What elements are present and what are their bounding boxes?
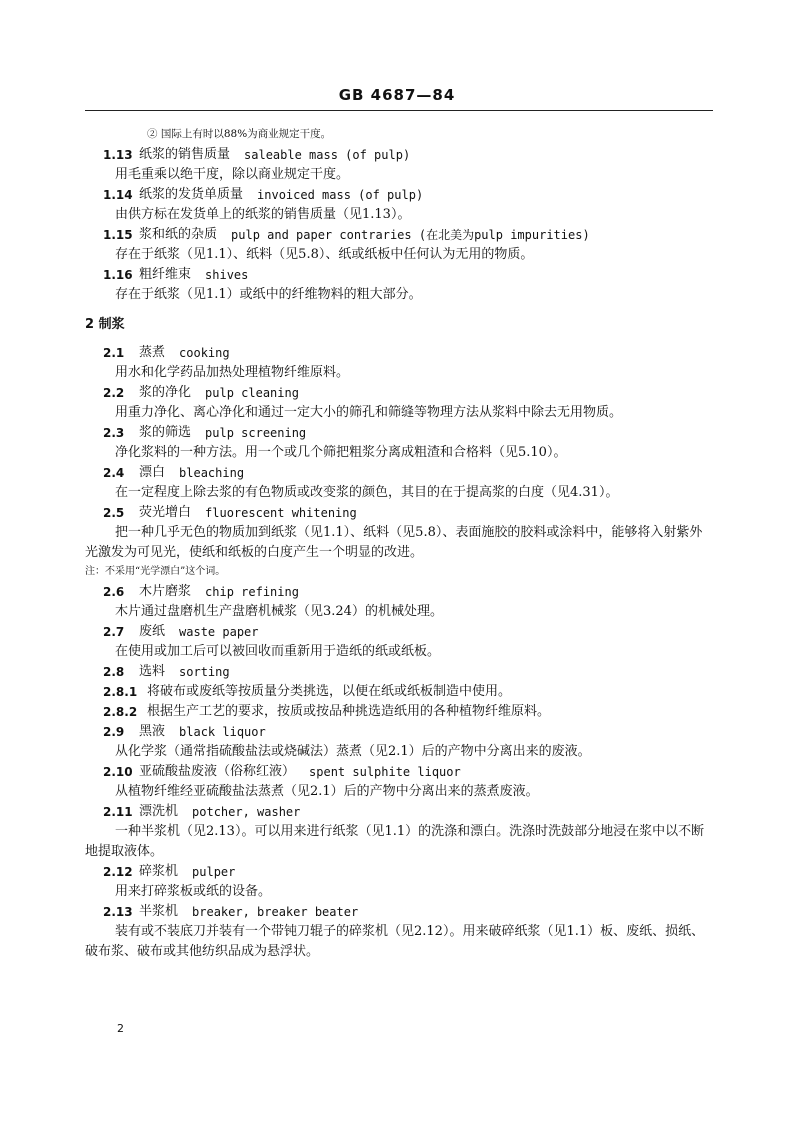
term-definition: 在一定程度上除去浆的有色物质或改变浆的颜色，其目的在于提高浆的白度（见4.31）。 [115, 485, 619, 500]
page-number: 2 [117, 1022, 124, 1035]
term-line [85, 265, 713, 285]
term-english: sorting [179, 665, 230, 679]
term-chinese: 浆的筛选 [139, 425, 192, 440]
term-line [85, 722, 713, 742]
term-chinese: 选料 [139, 664, 166, 679]
term-line [85, 185, 713, 205]
term-line [85, 145, 713, 165]
page-content [85, 126, 713, 962]
term-chinese: 漂白 [139, 465, 166, 480]
term-definition: 从化学浆（通常指硫酸盐法或烧碱法）蒸煮（见2.1）后的产物中分离出来的废液。 [115, 744, 591, 759]
term-number: 2.12 [103, 865, 133, 879]
term-definition: 在使用或加工后可以被回收而重新用于造纸的纸或纸板。 [115, 644, 441, 659]
term-line [85, 902, 713, 922]
term-line [85, 662, 713, 682]
term-number: 2.8 [103, 665, 125, 679]
term-line [85, 802, 713, 822]
term-line [85, 383, 713, 403]
term-english: shives [205, 268, 249, 282]
term-entry [85, 343, 713, 383]
term-entry [85, 265, 713, 305]
term-definition: 存在于纸浆（见1.1）、纸料（见5.8）、纸或纸板中任何认为无用的物质。 [115, 247, 534, 262]
term-list-section-1 [85, 145, 713, 305]
term-number: 2.1 [103, 346, 125, 360]
term-definition: 木片通过盘磨机生产盘磨机械浆（见3.24）的机械处理。 [115, 604, 443, 619]
term-entry [85, 503, 713, 580]
subterm-number: 2.8.1 [103, 685, 138, 699]
term-number: 2.13 [103, 905, 133, 919]
standard-code: GB 4687—84 [338, 86, 456, 104]
subterm-line [85, 702, 713, 722]
term-number: 2.6 [103, 585, 125, 599]
term-number: 2.5 [103, 506, 125, 520]
term-chinese: 亚硫酸盐废液（俗称红液） [139, 764, 296, 779]
term-entry [85, 582, 713, 622]
term-chinese: 浆和纸的杂质 [139, 227, 218, 242]
term-definition: 用重力净化、离心净化和通过一定大小的筛孔和筛缝等物理方法从浆料中除去无用物质。 [115, 405, 623, 420]
term-chinese: 废纸 [139, 624, 166, 639]
term-line [85, 582, 713, 602]
term-number: 1.16 [103, 268, 133, 282]
term-chinese: 半浆机 [139, 904, 179, 919]
term-list-section-2c [85, 722, 713, 802]
term-entry [85, 802, 713, 862]
term-english: fluorescent whitening [205, 506, 357, 520]
term-definition: 从植物纤维经亚硫酸盐法蒸煮（见2.1）后的产物中分离出来的蒸煮废液。 [115, 784, 539, 799]
term-number: 1.14 [103, 188, 133, 202]
term-english: spent sulphite liquor [309, 765, 461, 779]
term-english: potcher, washer [192, 805, 301, 819]
term-chinese: 木片磨浆 [139, 584, 192, 599]
term-english: black liquor [179, 725, 266, 739]
term-entry [85, 383, 713, 423]
term-list-section-2b [85, 582, 713, 682]
term-definition: 把一种几乎无色的物质加到纸浆（见1.1）、纸料（见5.8）、表面施胶的胶料或涂料中，能够将入射紫外光激发为可见光，使纸和纸板的白度产生一个明显的改进。 [85, 525, 703, 560]
term-number: 2.4 [103, 466, 125, 480]
term-english: chip refining [205, 585, 299, 599]
term-number: 2.11 [103, 805, 133, 819]
term-line [85, 762, 713, 782]
term-line [85, 343, 713, 363]
term-entry [85, 622, 713, 662]
term-chinese: 蒸煮 [139, 345, 166, 360]
term-chinese: 粗纤维束 [139, 267, 192, 282]
term-number: 2.7 [103, 625, 125, 639]
term-chinese: 漂洗机 [139, 804, 179, 819]
term-entry [85, 762, 713, 802]
term-definition: 一种半浆机（见2.13）。可以用来进行纸浆（见1.1）的洗涤和漂白。洗涤时洗鼓部分地浸在浆中以不断地提取液体。 [85, 824, 705, 859]
term-entry [85, 185, 713, 225]
subterm-number: 2.8.2 [103, 705, 138, 719]
term-line [85, 463, 713, 483]
term-english: bleaching [179, 466, 245, 480]
term-definition: 用来打碎浆板或纸的设备。 [115, 884, 272, 899]
term-english: saleable mass (of pulp) [244, 148, 411, 162]
term-number: 2.2 [103, 386, 125, 400]
term-line [85, 862, 713, 882]
term-definition: 净化浆料的一种方法。用一个或几个筛把粗浆分离成粗渣和合格料（见5.10）。 [115, 445, 567, 460]
term-chinese: 纸浆的销售质量 [139, 147, 231, 162]
term-number: 2.3 [103, 426, 125, 440]
term-entry [85, 862, 713, 902]
term-entry [85, 722, 713, 762]
section-heading: 2 制浆 [85, 317, 125, 332]
term-definition: 存在于纸浆（见1.1）或纸中的纤维物料的粗大部分。 [115, 287, 422, 302]
term-definition: 用毛重乘以绝干度，除以商业规定干度。 [115, 167, 350, 182]
term-english: pulp and paper contraries (在北美为pulp impurities) [231, 228, 590, 242]
term-english: pulp cleaning [205, 386, 299, 400]
term-line [85, 622, 713, 642]
subterm-line [85, 682, 713, 702]
term-definition: 用水和化学药品加热处理植物纤维原料。 [115, 365, 350, 380]
term-chinese: 荧光增白 [139, 505, 192, 520]
term-definition: 装有或不装底刀并装有一个带钝刀辊子的碎浆机（见2.12）。用来破碎纸浆（见1.1）板、废纸、损纸、破布浆、破布或其他纺织品成为悬浮状。 [85, 924, 705, 959]
term-list-section-2a [85, 343, 713, 503]
term-number: 1.15 [103, 228, 133, 242]
term-english: pulper [192, 865, 236, 879]
term-line [85, 503, 713, 523]
term-entry [85, 225, 713, 265]
term-entry [85, 662, 713, 682]
term-entry [85, 902, 713, 962]
term-line [85, 423, 713, 443]
term-line [85, 225, 713, 245]
term-english: pulp screening [205, 426, 307, 440]
term-number: 2.10 [103, 765, 133, 779]
term-note: 注：不采用“光学漂白”这个词。 [85, 566, 226, 577]
term-number: 2.9 [103, 725, 125, 739]
term-chinese: 碎浆机 [139, 864, 179, 879]
term-number: 1.13 [103, 148, 133, 162]
term-english: breaker, breaker beater [192, 905, 359, 919]
term-entry [85, 463, 713, 503]
subterm-text: 将破布或废纸等按质量分类挑选，以便在纸或纸板制造中使用。 [147, 684, 512, 699]
term-chinese: 纸浆的发货单质量 [139, 187, 244, 202]
term-entry [85, 423, 713, 463]
footnote: ② 国际上有时以88%为商业规定干度。 [147, 128, 332, 140]
subterm-text: 根据生产工艺的要求，按质或按品种挑选造纸用的各种植物纤维原料。 [147, 704, 551, 719]
term-chinese: 黑液 [139, 724, 166, 739]
term-chinese: 浆的净化 [139, 385, 192, 400]
term-entry [85, 145, 713, 185]
term-english: waste paper [179, 625, 259, 639]
term-definition: 由供方标在发货单上的纸浆的销售质量（见1.13）。 [115, 207, 411, 222]
term-english: invoiced mass (of pulp) [257, 188, 424, 202]
term-english: cooking [179, 346, 230, 360]
header-divider [85, 110, 713, 111]
